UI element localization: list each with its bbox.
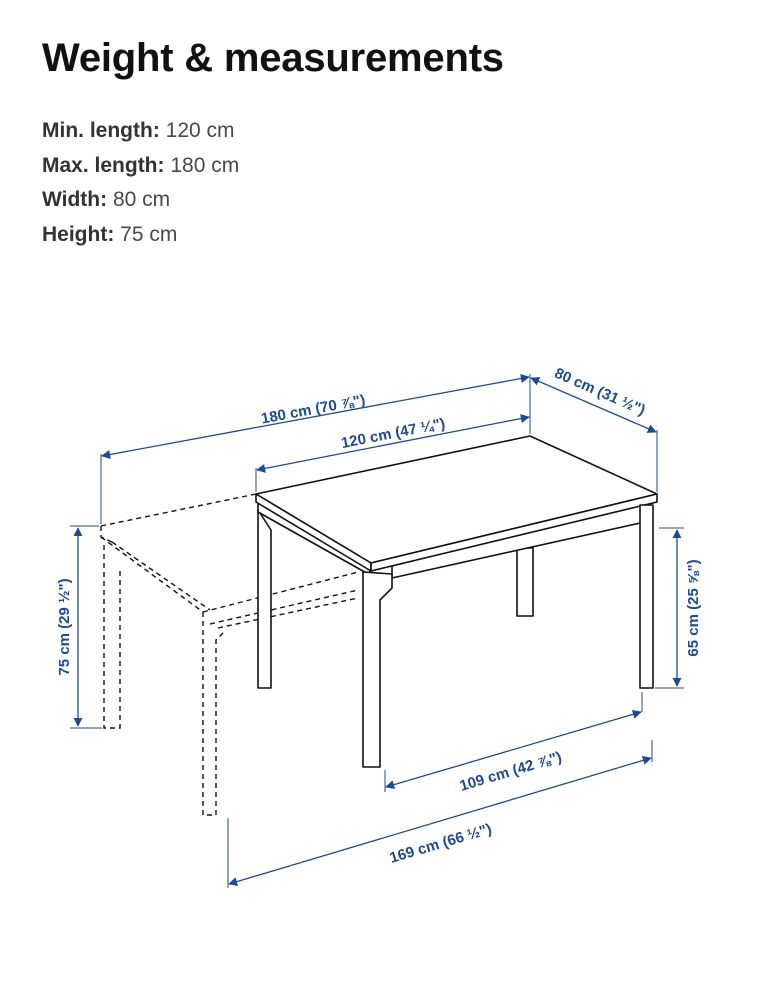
spec-value: 180 cm: [170, 153, 240, 177]
table-solid: [256, 436, 657, 767]
dim-label-width: 80 cm (31 ½"): [551, 364, 648, 420]
dim-label-knee-height: 65 cm (25 ⅝"): [685, 559, 702, 657]
dim-label-height: 75 cm (29 ½"): [56, 578, 73, 676]
spec-label: Height:: [42, 222, 115, 246]
dim-label-leg-span-short: 109 cm (42 ⅞"): [457, 748, 564, 795]
spec-width: [42, 183, 239, 218]
dim-label-leg-span-long: 169 cm (66 ½"): [387, 820, 494, 867]
spec-min-length: [42, 114, 239, 149]
spec-value: 75 cm: [120, 222, 178, 246]
spec-height: [42, 218, 239, 253]
spec-label: Width:: [42, 188, 108, 211]
spec-label: Max. length:: [42, 153, 165, 177]
spec-value: 120 cm: [165, 119, 235, 142]
specs-list: [42, 114, 239, 252]
spec-label: Min. length:: [42, 119, 160, 142]
spec-value: 80 cm: [112, 188, 171, 211]
spec-max-length: [42, 149, 239, 184]
table-dimension-diagram: [0, 340, 768, 900]
page-title: Weight & measurements: [42, 36, 504, 80]
dim-label-min-length: 120 cm (47 ¼"): [339, 415, 447, 452]
dim-label-max-length: 180 cm (70 ⅞"): [259, 391, 367, 428]
